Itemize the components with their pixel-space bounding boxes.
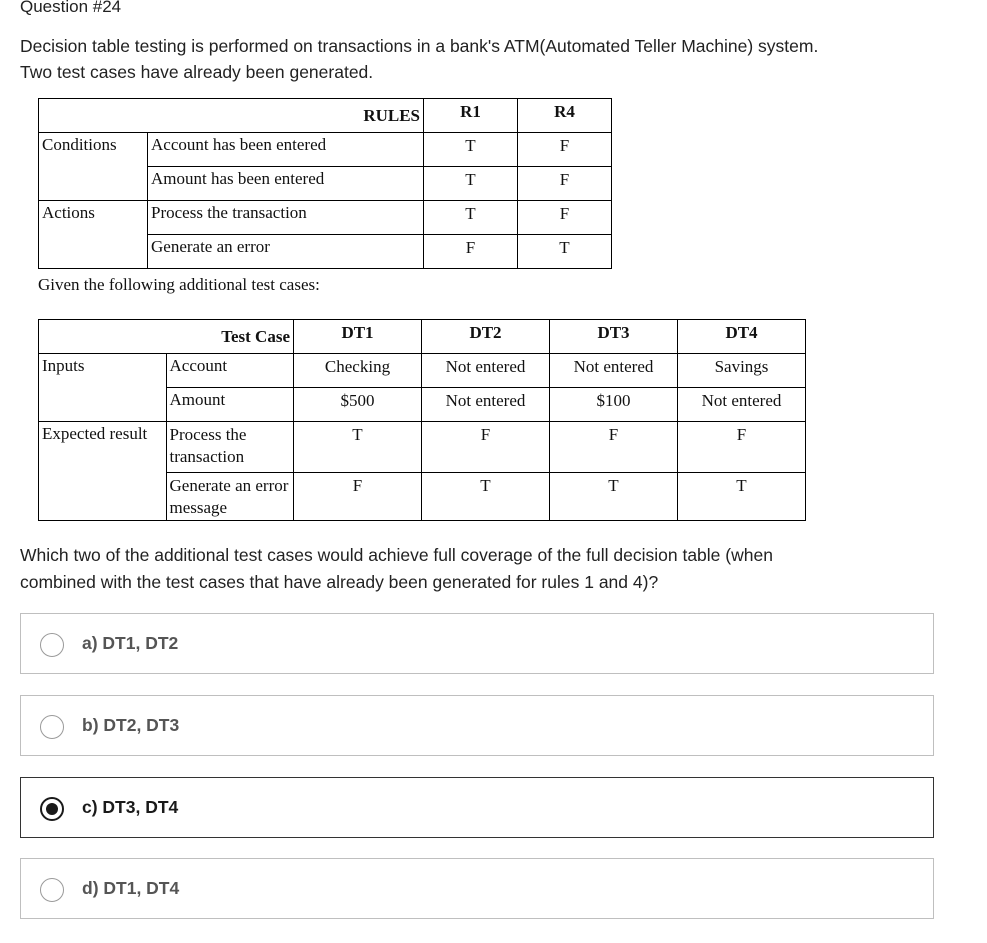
option-d[interactable] bbox=[20, 858, 934, 919]
table-cell: $100 bbox=[550, 388, 678, 422]
expected-label: Process the transaction bbox=[166, 422, 294, 473]
test-cases-table bbox=[38, 319, 806, 521]
option-c[interactable] bbox=[20, 777, 934, 838]
question-line-1: Which two of the additional test cases would achieve full coverage of the full decision table (when bbox=[20, 545, 773, 565]
input-label: Account bbox=[166, 354, 294, 388]
input-label: Amount bbox=[166, 388, 294, 422]
table-cell: T bbox=[294, 422, 422, 473]
table-cell: F bbox=[424, 235, 518, 269]
conditions-label: Conditions bbox=[39, 133, 148, 167]
actions-label: Actions bbox=[39, 201, 148, 235]
table-cell: F bbox=[294, 472, 422, 521]
question-intro bbox=[20, 33, 940, 85]
table-cell: F bbox=[518, 201, 612, 235]
option-label: d) DT1, DT4 bbox=[82, 878, 180, 898]
table-cell: F bbox=[518, 167, 612, 201]
condition-label: Amount has been entered bbox=[148, 167, 424, 201]
test-case-col-dt3: DT3 bbox=[550, 320, 678, 354]
table-cell: T bbox=[678, 472, 806, 521]
test-case-col-dt2: DT2 bbox=[422, 320, 550, 354]
table-cell: T bbox=[424, 133, 518, 167]
table-cell: Checking bbox=[294, 354, 422, 388]
table-cell: T bbox=[422, 472, 550, 521]
table-cell: Savings bbox=[678, 354, 806, 388]
rule-col-r1: R1 bbox=[424, 99, 518, 133]
expected-label: Generate an error message bbox=[166, 472, 294, 521]
option-b[interactable] bbox=[20, 695, 934, 756]
table-cell: T bbox=[518, 235, 612, 269]
action-label: Generate an error bbox=[148, 235, 424, 269]
table-cell: F bbox=[422, 422, 550, 473]
table-cell: T bbox=[550, 472, 678, 521]
condition-label: Account has been entered bbox=[148, 133, 424, 167]
table-cell: T bbox=[424, 167, 518, 201]
rule-col-r4: R4 bbox=[518, 99, 612, 133]
question-line-2: combined with the test cases that have already been generated for rules 1 and 4)? bbox=[20, 572, 659, 592]
table-cell: Not entered bbox=[422, 354, 550, 388]
table-cell: F bbox=[678, 422, 806, 473]
table-cell: Not entered bbox=[422, 388, 550, 422]
table-cell: $500 bbox=[294, 388, 422, 422]
option-label: a) DT1, DT2 bbox=[82, 633, 179, 653]
table-cell: F bbox=[550, 422, 678, 473]
radio-button-icon[interactable] bbox=[40, 878, 64, 902]
radio-button-icon[interactable] bbox=[40, 633, 64, 657]
option-a[interactable] bbox=[20, 613, 934, 674]
test-case-header: Test Case bbox=[39, 320, 294, 354]
inputs-label: Inputs bbox=[39, 354, 167, 388]
intro-line-1: Decision table testing is performed on transactions in a bank's ATM(Automated Teller Machine) system. bbox=[20, 36, 819, 56]
test-case-col-dt1: DT1 bbox=[294, 320, 422, 354]
rules-header: RULES bbox=[39, 99, 424, 133]
expected-result-label: Expected result bbox=[39, 422, 167, 473]
table-cell: Not entered bbox=[550, 354, 678, 388]
question-text bbox=[20, 542, 920, 596]
given-text: Given the following additional test cases: bbox=[38, 275, 320, 294]
table-cell: F bbox=[518, 133, 612, 167]
rules-decision-table bbox=[38, 98, 612, 269]
intro-line-2: Two test cases have already been generated. bbox=[20, 62, 374, 82]
radio-button-selected-icon[interactable] bbox=[40, 797, 64, 821]
table-cell: Not entered bbox=[678, 388, 806, 422]
table-cell: T bbox=[424, 201, 518, 235]
question-number: Question #24 bbox=[20, 0, 122, 16]
option-label: c) DT3, DT4 bbox=[82, 797, 179, 817]
action-label: Process the transaction bbox=[148, 201, 424, 235]
radio-button-icon[interactable] bbox=[40, 715, 64, 739]
option-label: b) DT2, DT3 bbox=[82, 715, 180, 735]
test-case-col-dt4: DT4 bbox=[678, 320, 806, 354]
